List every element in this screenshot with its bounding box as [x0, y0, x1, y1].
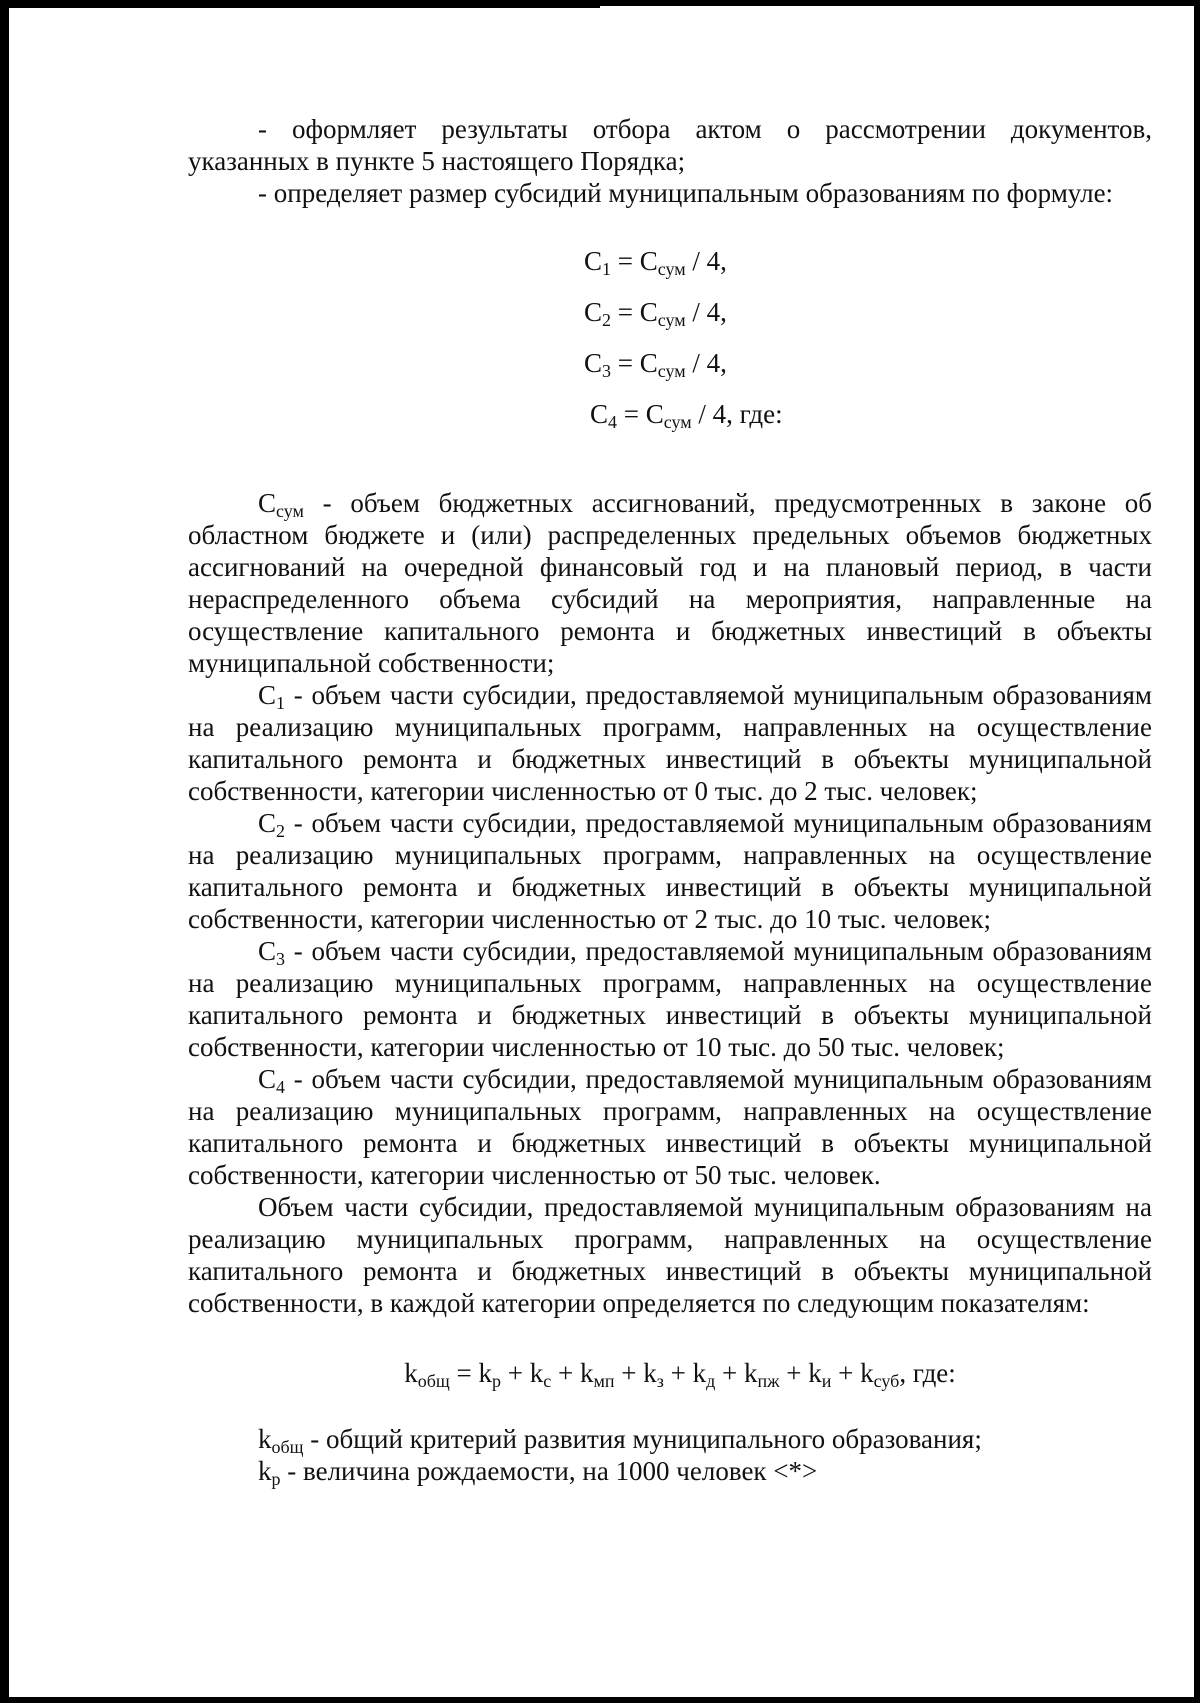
subsidy-formula-block — [584, 245, 1152, 449]
paragraph-volume-criteria: Объем части субсидии, предоставляемой муниципальным образованиям на реализацию муниципальных программ, направленных на осуществление капитального ремонта и бюджетных инвестиций в объекты муниципальной собственности, в каждой категории определяется по следующим показателям: — [188, 1192, 1152, 1318]
paragraph-selection-results: - оформляет результаты отбора актом о рассмотрении документов, указанных в пункте 5 настоящего Порядка; — [188, 114, 1152, 176]
k-total-formula: $k_{общ} = k_р + k_с + k_{мп} + k_з + k_д + k_{пж} + k_и + k_{суб}$, где: — [404, 1358, 956, 1391]
paragraph-subsidy-size: - определяет размер субсидий муниципальным образованиям по формуле: — [258, 178, 1114, 208]
formula-c3: $С_3 = С_{сум} / 4$, — [584, 348, 727, 381]
scan-border-right — [1194, 0, 1200, 1703]
definition-c2: $С_2$ - объем части субсидии, предоставляемой муниципальным образованиям на реализацию муниципальных программ, направленных на осуществление капитального ремонта и бюджетных инвестиций в объекты муниципальной собственности, категории численностью от 2 тыс. до 10 тыс. человек; — [188, 808, 1152, 934]
definition-csum: $С_{сум}$ - объем бюджетных ассигнований, предусмотренных в законе об областном бюджете и (или) распределенных предельных объемов бюджетных ассигнований на очередной финансовый год и на плановый период, в части нераспределенного объема субсидий на мероприятия, направленные на осуществление капитального ремонта и бюджетных инвестиций в объекты муниципальной собственности; — [188, 488, 1152, 678]
definition-c4: $С_4$ - объем части субсидии, предоставляемой муниципальным образованиям на реализацию муниципальных программ, направленных на осуществление капитального ремонта и бюджетных инвестиций в объекты муниципальной собственности, категории численностью от 50 тыс. человек. — [188, 1064, 1152, 1190]
document-page — [188, 113, 1152, 1487]
scan-border-left — [0, 0, 9, 1703]
formula-c4: $С_4 = С_{сум} / 4$, где: — [590, 399, 783, 432]
definition-k-total: $k_{общ}$ - общий критерий развития муниципального образования; — [258, 1424, 982, 1457]
definition-c3: $С_3$ - объем части субсидии, предоставляемой муниципальным образованиям на реализацию муниципальных программ, направленных на осуществление капитального ремонта и бюджетных инвестиций в объекты муниципальной собственности, категории численностью от 10 тыс. до 50 тыс. человек; — [188, 936, 1152, 1062]
definition-k-birth-rate: $k_р$ - величина рождаемости, на 1000 человек <*> — [258, 1456, 818, 1489]
formula-c2: $С_2 = С_{сум} / 4$, — [584, 297, 727, 330]
definition-c1: $С_1$ - объем части субсидии, предоставляемой муниципальным образованиям на реализацию муниципальных программ, направленных на осуществление капитального ремонта и бюджетных инвестиций в объекты муниципальной собственности, категории численностью от 0 тыс. до 2 тыс. человек; — [188, 680, 1152, 806]
scan-top-line — [0, 6, 600, 8]
scan-border-bottom — [0, 1697, 1200, 1703]
formula-c1: $С_1 = С_{сум} / 4$, — [584, 246, 727, 279]
